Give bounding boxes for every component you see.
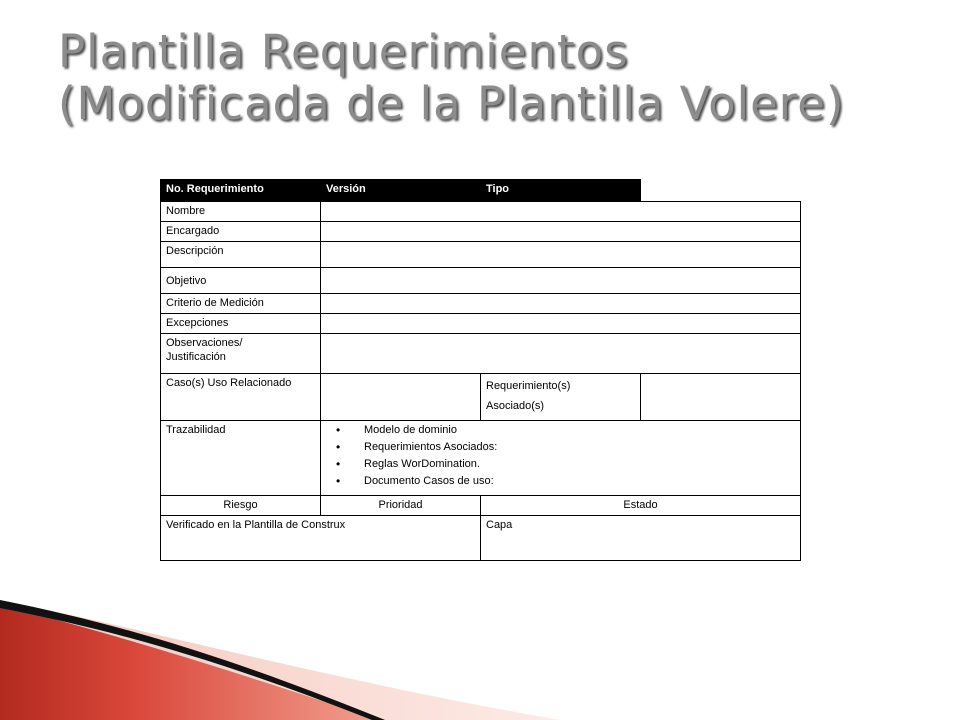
list-item: • Requerimientos Asociados: [326,440,795,454]
page-title [58,26,938,130]
table-row [161,516,801,561]
table-row [161,334,801,374]
value-descripcion [321,242,801,268]
table-row [161,268,801,294]
list-item: • Modelo de dominio [326,423,795,437]
label-criterio: Criterio de Medición [161,294,321,314]
value-requerimientos-asociados [641,374,801,421]
value-encargado [321,222,801,242]
label-observaciones-line1: Observaciones/ [166,337,243,349]
value-observaciones [321,334,801,374]
value-criterio [321,294,801,314]
label-req-asoc-line1: Requerimiento(s) [486,380,571,392]
label-descripcion: Descripción [161,242,321,268]
label-estado: Estado [481,496,801,516]
requirements-template-table [160,179,801,561]
table-row [161,314,801,334]
list-item: • Documento Casos de uso: [326,474,795,488]
label-nombre: Nombre [161,202,321,222]
list-item: • Reglas WorDomination. [326,457,795,471]
label-verificado: Verificado en la Plantilla de Construx [161,516,481,561]
table-row [161,222,801,242]
value-excepciones [321,314,801,334]
table-row [161,202,801,222]
label-prioridad: Prioridad [321,496,481,516]
label-encargado: Encargado [161,222,321,242]
table-row [161,242,801,268]
value-caso-uso [321,374,481,421]
header-version: Versión [321,180,481,202]
label-caso-uso: Caso(s) Uso Relacionado [161,374,321,421]
title-line-1: Plantilla Requerimientos [58,25,629,78]
decorative-swoosh [0,560,960,720]
label-capa: Capa [481,516,801,561]
label-observaciones-line2: Justificación [166,351,226,363]
trazabilidad-list [326,423,795,488]
label-observaciones [161,334,321,374]
label-requerimientos-asociados [481,374,641,421]
table-header-row [161,180,801,202]
title-line-2: (Modificada de la Plantilla Volere) [58,77,845,130]
value-nombre [321,202,801,222]
table-row [161,294,801,314]
label-objetivo: Objetivo [161,268,321,294]
label-req-asoc-line2: Asociado(s) [486,400,545,412]
value-trazabilidad [321,421,801,496]
header-tipo: Tipo [481,180,641,202]
label-riesgo: Riesgo [161,496,321,516]
table-row [161,374,801,421]
table-row [161,421,801,496]
header-no-requerimiento: No. Requerimiento [161,180,321,202]
value-objetivo [321,268,801,294]
label-trazabilidad: Trazabilidad [161,421,321,496]
label-excepciones: Excepciones [161,314,321,334]
header-gap [641,180,801,202]
table-row [161,496,801,516]
